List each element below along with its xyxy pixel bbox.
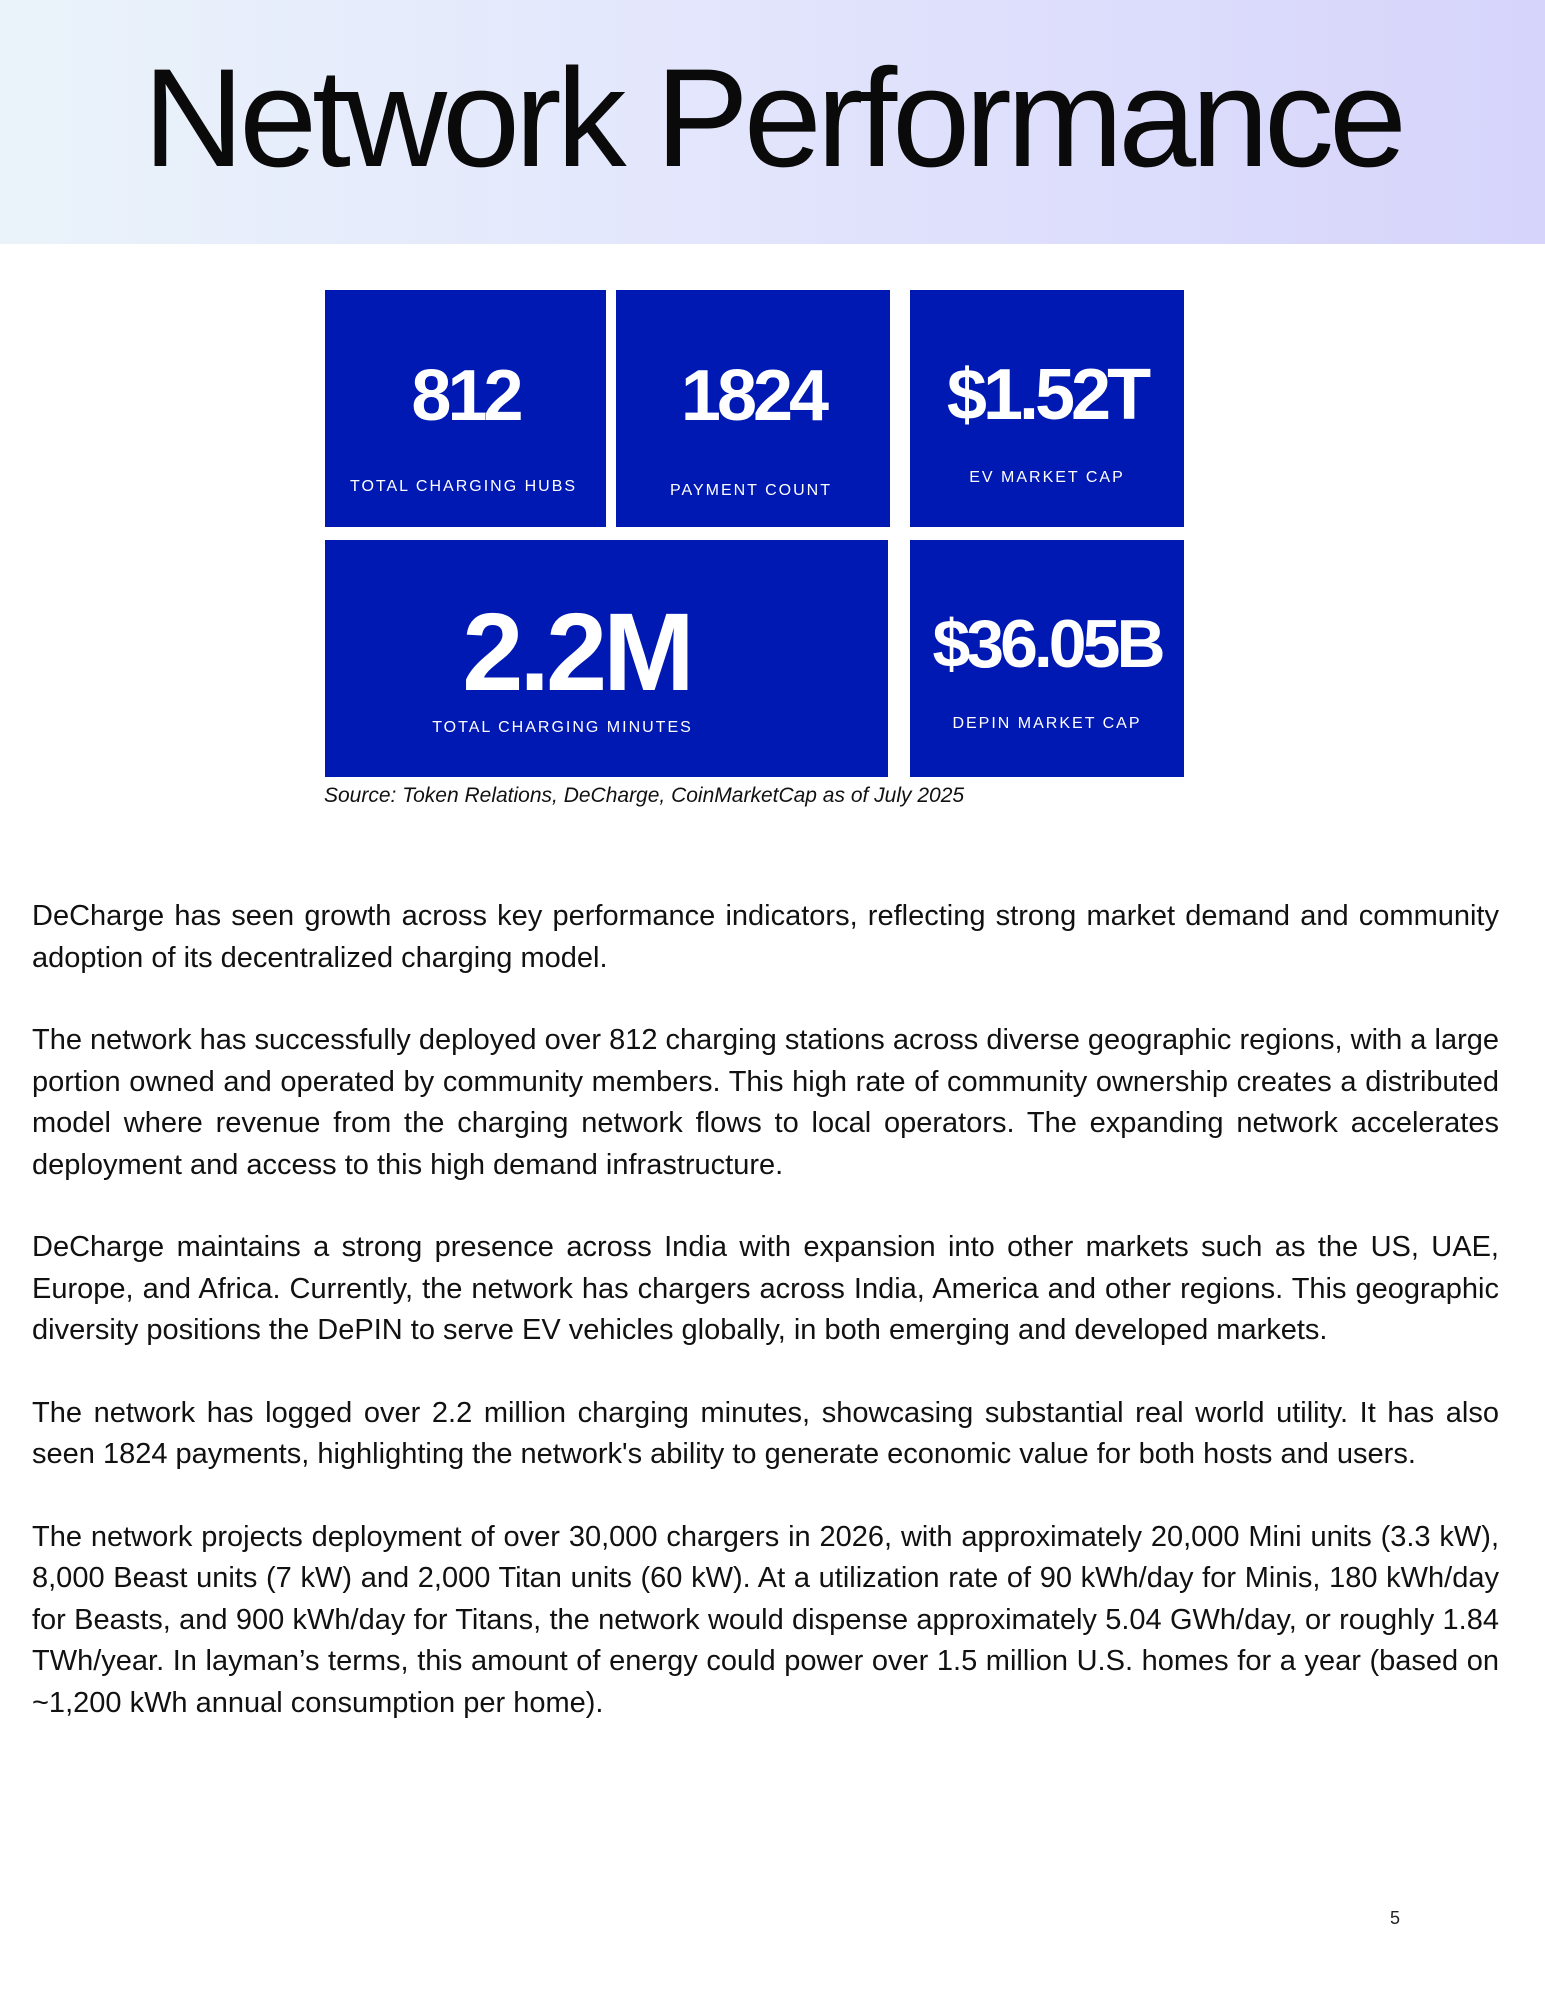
kpi-value: 1824 xyxy=(680,356,826,436)
kpi-label: PAYMENT COUNT xyxy=(669,482,832,499)
kpi-card-total-charging-minutes xyxy=(325,540,888,777)
kpi-value: $36.05B xyxy=(932,606,1162,682)
kpi-label: TOTAL CHARGING MINUTES xyxy=(432,719,693,736)
kpi-label: TOTAL CHARGING HUBS xyxy=(349,478,578,495)
kpi-label: DEPIN MARKET CAP xyxy=(952,715,1142,732)
paragraph: The network has logged over 2.2 million charging minutes, showcasing substantial real world utility. It has also seen 1824 payments, highlighting the network's ability to generate economic value for both hosts and users. xyxy=(32,1396,1499,1470)
kpi-card-depin-market-cap xyxy=(910,540,1184,777)
body-text xyxy=(32,896,1499,1765)
page-number: 5 xyxy=(1389,1908,1400,1928)
kpi-card-ev-market-cap xyxy=(910,290,1184,527)
kpi-card-total-charging-hubs xyxy=(325,290,606,527)
paragraph: DeCharge has seen growth across key performance indicators, reflecting strong market demand and community adoption of its decentralized charging model. xyxy=(32,900,1499,974)
paragraph: The network has successfully deployed over 812 charging stations across diverse geographic regions, with a large portion owned and operated by community members. This high rate of community ownership creates a distributed model where revenue from the charging network flows to local operators. The expanding network accelerates deployment and access to this high demand infrastructure. xyxy=(32,1024,1499,1181)
paragraph: DeCharge maintains a strong presence across India with expansion into other markets such as the US, UAE, Europe, and Africa. Currently, the network has chargers across India, America and other regions. This geographic diversity positions the DePIN to serve EV vehicles globally, in both emerging and developed markets. xyxy=(32,1231,1499,1346)
kpi-value: $1.52T xyxy=(946,355,1148,435)
kpi-label: EV MARKET CAP xyxy=(969,469,1125,486)
kpi-value: 812 xyxy=(411,356,520,436)
paragraph: The network projects deployment of over 30,000 chargers in 2026, with approximately 20,000 Mini units (3.3 kW), 8,000 Beast units (7 kW) and 2,000 Titan units (60 kW). At a utilization rate of 90 kWh/day for Minis, 180 kWh/day for Beasts, and 900 kWh/day for Titans, the network would dispense approximately 5.04 GWh/day, or roughly 1.84 TWh/year. In layman’s terms, this amount of energy could power over 1.5 million U.S. homes for a year (based on ~1,200 kWh annual consumption per home). xyxy=(32,1520,1499,1719)
kpi-card-payment-count xyxy=(616,290,890,527)
source-note: Source: Token Relations, DeCharge, CoinMarketCap as of July 2025 xyxy=(324,784,965,807)
kpi-value: 2.2M xyxy=(462,591,691,714)
page-title: Network Performance xyxy=(143,39,1402,196)
